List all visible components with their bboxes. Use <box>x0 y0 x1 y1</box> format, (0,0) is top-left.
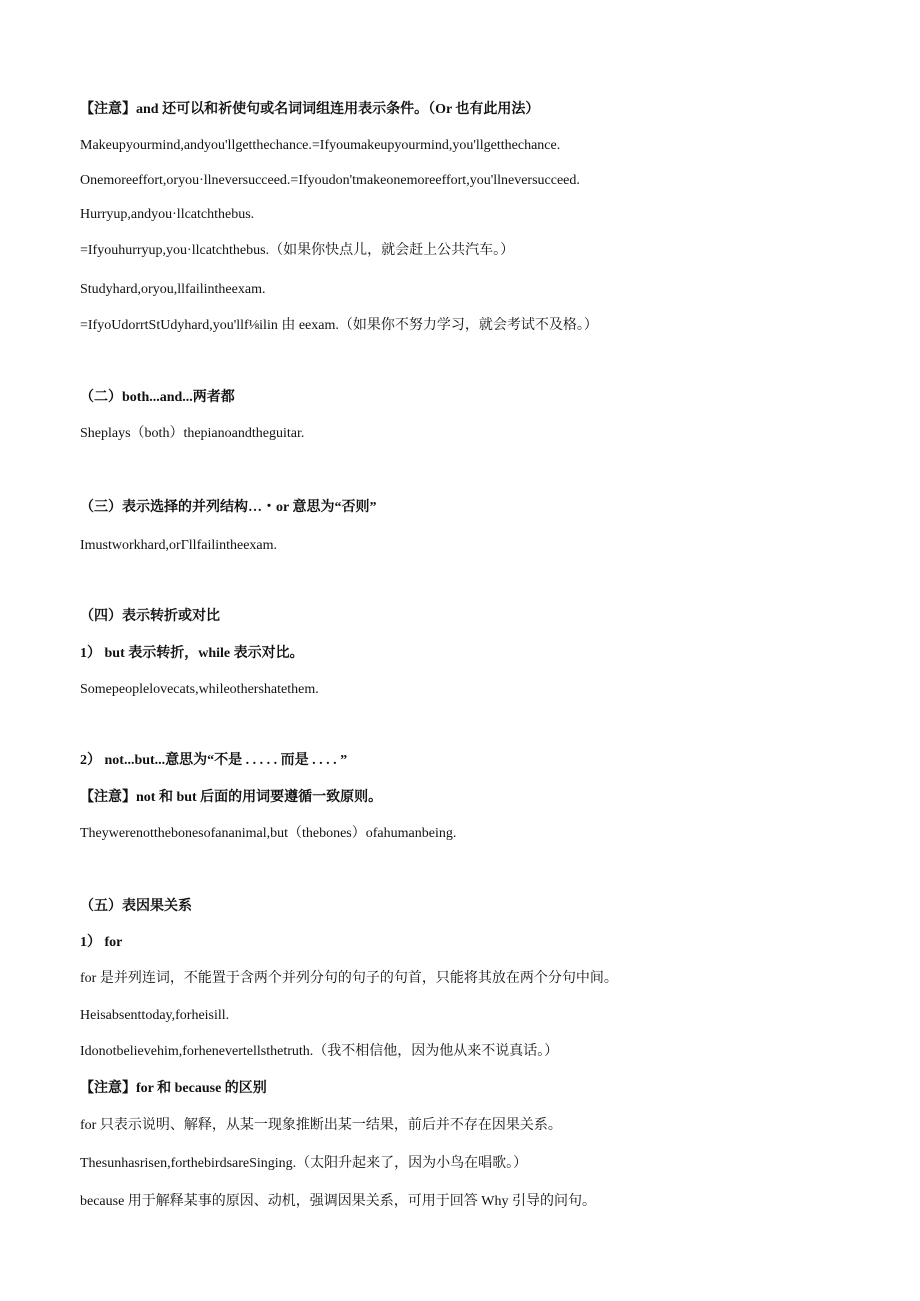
example-line: =Ifyouhurryup,you·llcatchthebus.（如果你快点儿，就会赶上公共汽车。） <box>80 243 515 258</box>
subheading-not-but: 2） not...but...意思为“不是 . . . . . 而是 . . . . ” <box>80 753 348 768</box>
example-line: Imustworkhard,orΓllfailintheexam. <box>80 538 278 553</box>
example-line: Makeupyourmind,andyou'llgetthechance.=Ifyoumakeupyourmind,you'llgetthechance. <box>80 138 561 153</box>
example-line: Hurryup,andyou·llcatchthebus. <box>80 207 255 222</box>
body-text: for 是并列连词，不能置于含两个并列分句的句子的句首，只能将其放在两个分句中间。 <box>80 971 618 986</box>
example-line: Studyhard,oryou,llfailintheexam. <box>80 282 266 297</box>
example-line: =IfyoUdorrtStUdyhard,you'llf⅛ilin 由 eexam.（如果你不努力学习，就会考试不及格。） <box>80 318 598 333</box>
subheading-but-while: 1） but 表示转折，while 表示对比。 <box>80 646 304 661</box>
subheading-for: 1） for <box>80 935 123 950</box>
example-line: Sheplays（both）thepianoandtheguitar. <box>80 426 305 441</box>
example-line: Heisabsenttoday,forheisill. <box>80 1008 230 1023</box>
section-heading-5: （五）表因果关系 <box>80 899 192 914</box>
note-and-conditions: 【注意】and 还可以和祈使句或名词词组连用表示条件。（Or 也有此用法） <box>80 102 540 117</box>
body-text: because 用于解释某事的原因、动机，强调因果关系，可用于回答 Why 引导的问句。 <box>80 1194 597 1209</box>
example-line: Thesunhasrisen,forthebirdsareSinging.（太阳升起来了，因为小鸟在唱歌。） <box>80 1156 528 1171</box>
note-for-because: 【注意】for 和 because 的区别 <box>80 1081 267 1096</box>
example-line: Theywerenotthebonesofananimal,but（thebones）ofahumanbeing. <box>80 826 457 841</box>
body-text: for 只表示说明、解释，从某一现象推断出某一结果，前后并不存在因果关系。 <box>80 1118 562 1133</box>
note-not-but: 【注意】not 和 but 后面的用词要遵循一致原则。 <box>80 790 383 805</box>
example-line: Onemoreeffort,oryou·llneversucceed.=Ifyoudon'tmakeonemoreeffort,you'llneversucceed. <box>80 173 580 188</box>
section-heading-2: （二）both...and...两者都 <box>80 390 235 405</box>
section-heading-3: （三）表示选择的并列结构…・or 意思为“否则” <box>80 500 377 515</box>
section-heading-4: （四）表示转折或对比 <box>80 609 220 624</box>
example-line: Idonotbelievehim,forhenevertellsthetruth.（我不相信他，因为他从来不说真话。） <box>80 1044 559 1059</box>
example-line: Somepeoplelovecats,whileothershatethem. <box>80 682 319 697</box>
